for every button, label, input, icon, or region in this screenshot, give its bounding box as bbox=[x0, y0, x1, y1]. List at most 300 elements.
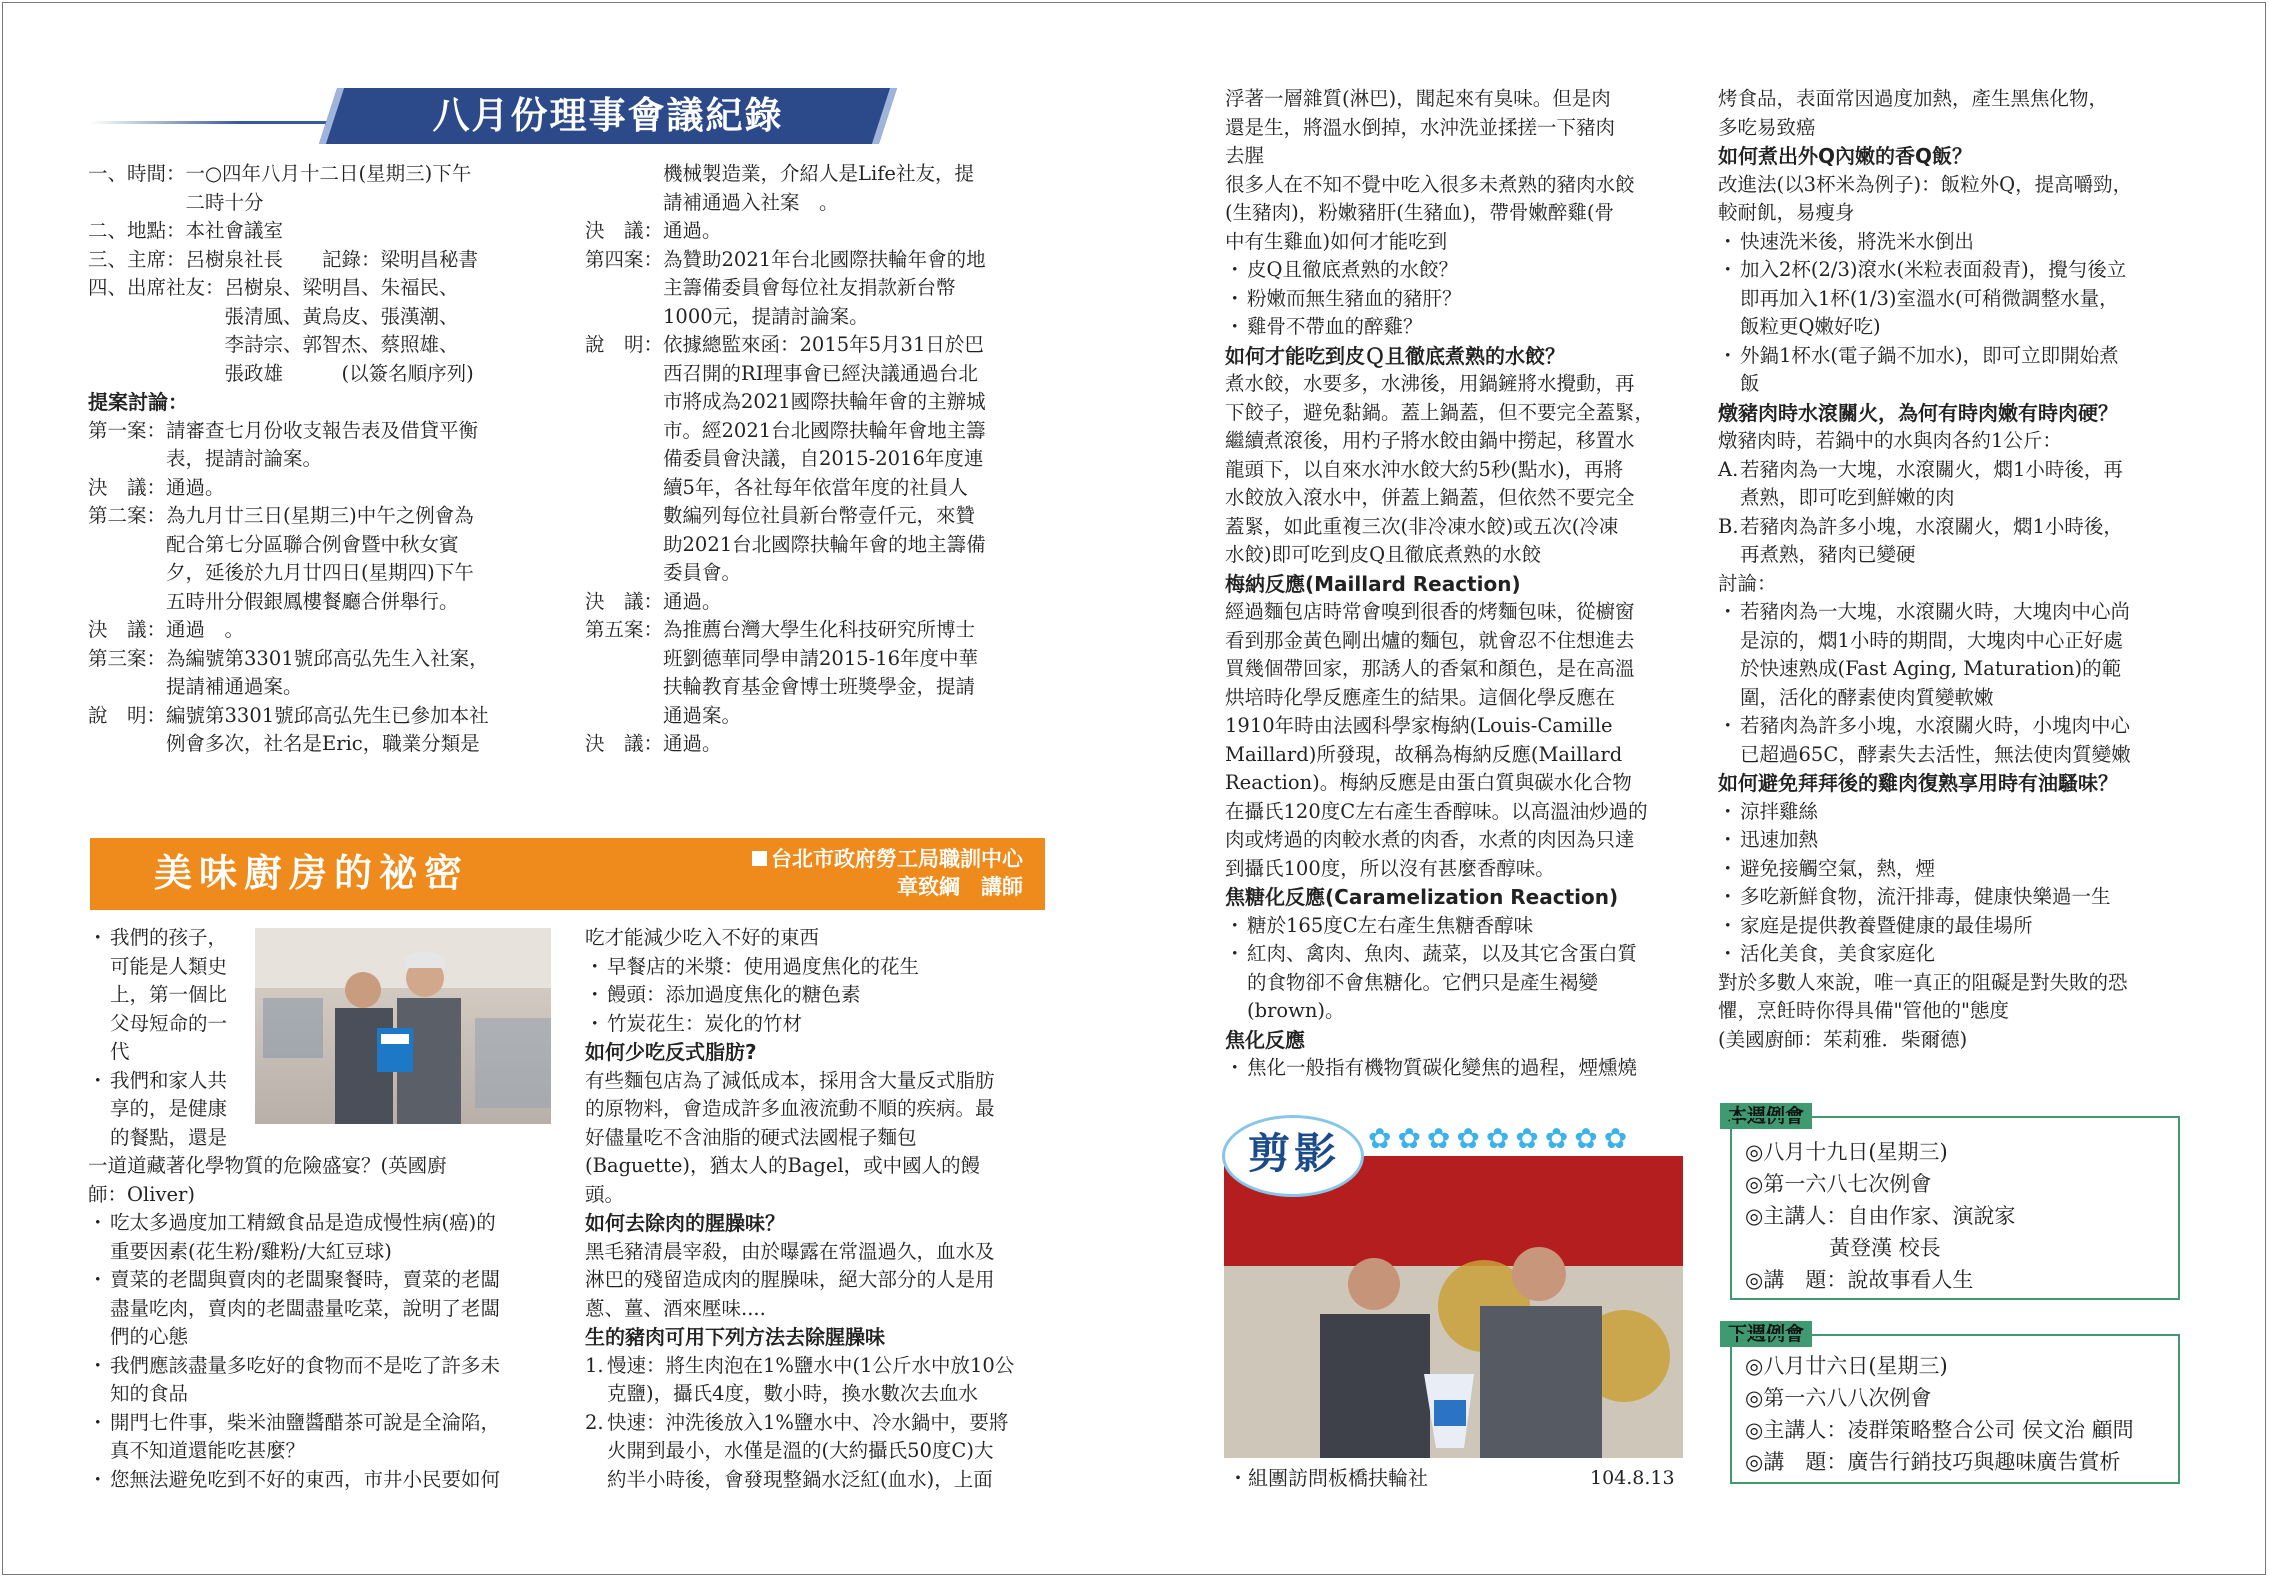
bullet-marker: ・ bbox=[1225, 1056, 1245, 1079]
item-label: 決 議： bbox=[585, 219, 664, 242]
minutes-item bbox=[88, 246, 563, 275]
item-text bbox=[607, 1010, 1047, 1039]
text-line: 享的，是健康 bbox=[110, 1097, 228, 1120]
text-line: 皮Q且徹底煮熟的水餃？ bbox=[1247, 258, 1458, 281]
text-line: 雞骨不帶血的醉雞？ bbox=[1247, 315, 1423, 338]
text-item bbox=[1718, 598, 2183, 712]
lecturer: 章致綱 講師 bbox=[897, 875, 1023, 899]
section-heading: 如何去除肉的腥臊味？ bbox=[585, 1211, 785, 1235]
item-line: 為贊助2021年台北國際扶輪年會的地 bbox=[663, 247, 986, 271]
text-item bbox=[1225, 256, 1685, 285]
item-line: 呂樹泉社長 記錄：梁明昌秘書 bbox=[185, 247, 479, 271]
text-line: 改進法(以3杯米為例子)：飯粒外Q，提高嚼勁， bbox=[1718, 172, 2133, 196]
item-text bbox=[1247, 1054, 1685, 1083]
text-line: 吃才能減少吃入不好的東西 bbox=[585, 926, 820, 949]
item-text bbox=[585, 1067, 1047, 1210]
text-line: 糖於165度C左右產生焦糖香醇味 bbox=[1247, 913, 1534, 937]
text-line: 浮著一層雜質(淋巴)，聞起來有臭味。但是肉 bbox=[1225, 87, 1611, 110]
text-item bbox=[1718, 712, 2183, 769]
text-line: 我們和家人共 bbox=[110, 1068, 228, 1092]
text-line: 煮熟，即可吃到鮮嫩的肉 bbox=[1740, 486, 1955, 509]
this-week-box bbox=[1730, 1116, 2180, 1300]
item-line: 請補通過入社案 。 bbox=[663, 190, 839, 214]
item-text bbox=[1247, 256, 1685, 285]
text-line: 頭。 bbox=[585, 1182, 625, 1206]
visit-photo-drawing bbox=[1224, 1156, 1683, 1458]
text-line: 飯粒更Q嫩好吃) bbox=[1740, 315, 1881, 338]
event-line: ◎主講人：凌群策略整合公司 侯文治 顧問 bbox=[1745, 1418, 2134, 1442]
section-heading: 如何避免拜拜後的雞肉復熟享用時有油騷味？ bbox=[1718, 771, 2118, 795]
event-line: ◎八月十九日(星期三) bbox=[1745, 1140, 1948, 1164]
item-text bbox=[1225, 598, 1685, 883]
item-text bbox=[1225, 85, 1685, 171]
item-value bbox=[166, 702, 563, 759]
text-line: 烘培時化學反應產生的結果。這個化學反應在 bbox=[1225, 685, 1616, 709]
text-line: 於快速熟成(Fast Aging, Maturation)的範 bbox=[1740, 657, 2122, 680]
text-line: 烤食品，表面常因過度加熱，產生黑焦化物， bbox=[1718, 87, 2109, 110]
text-line: 若豬肉為許多小塊，水滾關火，燜1小時後， bbox=[1740, 514, 2123, 538]
item-line: 配合第七分區聯合例會暨中秋女賓 bbox=[166, 532, 459, 556]
bullet-marker: ・ bbox=[88, 1068, 108, 1092]
item-text bbox=[110, 1209, 553, 1266]
text-item bbox=[1718, 85, 2183, 142]
item-text bbox=[1740, 513, 2183, 570]
minutes-item bbox=[88, 217, 563, 246]
item-value bbox=[663, 331, 1047, 588]
minutes-item bbox=[585, 616, 1047, 730]
item-line: 機械製造業，介紹人是Life社友，提 bbox=[663, 162, 974, 185]
item-line: 市。經2021台北國際扶輪年會地主籌 bbox=[663, 418, 986, 442]
item-label: 第五案： bbox=[585, 618, 664, 641]
minutes-item bbox=[88, 616, 563, 645]
item-text bbox=[1740, 826, 2183, 855]
text-line: 有些麵包店為了減低成本，採用含大量反式脂肪 bbox=[585, 1068, 995, 1092]
item-label: 決 議： bbox=[88, 475, 167, 499]
text-line: 快速：沖洗後放入1%鹽水中、冷水鍋中，要將 bbox=[607, 1410, 1009, 1434]
text-line: 我們的孩子， bbox=[110, 926, 228, 949]
item-text bbox=[1718, 171, 2183, 228]
event-line: ◎主講人：自由作家、演說家 bbox=[1745, 1204, 2016, 1228]
bullet-marker: ・ bbox=[88, 1268, 108, 1291]
text-line: 的餐點，還是 bbox=[110, 1125, 228, 1149]
section-heading: 如何少吃反式脂肪? bbox=[585, 1040, 757, 1064]
text-line: 知的食品 bbox=[110, 1382, 189, 1405]
text-item bbox=[585, 953, 1047, 982]
text-item bbox=[1225, 85, 1685, 171]
item-label: 第四案： bbox=[585, 247, 664, 271]
text-line: (Baguette)，猶太人的Bagel，或中國人的饅 bbox=[585, 1154, 981, 1177]
minutes-item bbox=[585, 217, 1047, 246]
text-line: 上，第一個比 bbox=[110, 983, 228, 1006]
item-text bbox=[1740, 912, 2183, 941]
text-item bbox=[1225, 285, 1685, 314]
text-item bbox=[1718, 855, 2183, 884]
text-line: 很多人在不知不覺中吃入很多未煮熟的豬肉水餃 bbox=[1225, 172, 1635, 196]
text-item bbox=[1718, 513, 2183, 570]
bullet-marker: ・ bbox=[1718, 856, 1738, 880]
text-item bbox=[1718, 228, 2183, 257]
item-label: 說 明： bbox=[585, 333, 664, 356]
text-line: 1910年時由法國科學家梅納(Louis-Camille bbox=[1225, 714, 1613, 737]
text-line: 在攝氏120度C左右產生香醇味。以高溫油炒過的 bbox=[1225, 799, 1648, 823]
item-text bbox=[1225, 370, 1685, 570]
text-item bbox=[585, 1409, 1047, 1495]
text-line: 若豬肉為許多小塊，水滾關火時，小塊肉中心 bbox=[1740, 714, 2131, 737]
item-line: 通過案。 bbox=[663, 703, 742, 727]
item-label: 說 明： bbox=[88, 703, 167, 727]
minutes-left-column bbox=[88, 160, 563, 759]
item-label: 三、主席： bbox=[88, 247, 186, 271]
text-item bbox=[1718, 1026, 2183, 1055]
item-label: 一、時間： bbox=[88, 162, 186, 185]
text-line: 再煮熟，豬肉已變硬 bbox=[1740, 543, 1916, 566]
item-line: 二時十分 bbox=[185, 190, 264, 214]
text-item bbox=[1718, 940, 2183, 969]
text-line: 淋巴的殘留造成肉的腥臊味，絕大部分的人是用 bbox=[585, 1268, 995, 1291]
item-value bbox=[186, 160, 563, 217]
text-item bbox=[1718, 342, 2183, 399]
item-text bbox=[607, 1352, 1047, 1409]
text-item bbox=[585, 1238, 1047, 1324]
item-line: 編號第3301號邱高弘先生已參加本社 bbox=[166, 703, 489, 727]
text-line: 紅肉、禽肉、魚肉、蔬菜，以及其它含蛋白質 bbox=[1247, 942, 1638, 965]
minutes-item bbox=[585, 331, 1047, 588]
item-line: 張政雄 (以簽名順序列) bbox=[224, 361, 474, 385]
text-item bbox=[1718, 798, 2183, 827]
text-item bbox=[88, 1067, 248, 1153]
minutes-item bbox=[88, 417, 563, 474]
item-line: 夕，延後於九月廿四日(星期四)下午 bbox=[166, 561, 474, 584]
item-value bbox=[166, 645, 563, 702]
text-item bbox=[88, 924, 248, 1067]
item-text bbox=[607, 981, 1047, 1010]
text-line: 中有生雞血)如何才能吃到 bbox=[1225, 229, 1448, 253]
bullet-marker: ・ bbox=[1225, 942, 1245, 965]
text-line: 您無法避免吃到不好的東西，市井小民要如何 bbox=[110, 1467, 501, 1491]
text-item bbox=[1718, 570, 2183, 599]
text-line: 約半小時後，會發現整鍋水泛紅(血水)，上面 bbox=[607, 1467, 993, 1491]
text-item bbox=[1225, 598, 1685, 883]
item-line: 為編號第3301號邱高弘先生入社案， bbox=[166, 646, 489, 670]
text-line: 到攝氏100度，所以沒有甚麼香醇味。 bbox=[1225, 856, 1555, 880]
event-line: 黃登漢 校長 bbox=[1745, 1236, 1941, 1260]
item-line: 市將成為2021國際扶輪年會的主辦城 bbox=[663, 390, 986, 413]
text-line: 若豬肉為一大塊，水滾關火時，大塊肉中心尚 bbox=[1740, 600, 2131, 623]
item-line: 通過。 bbox=[663, 589, 722, 613]
minutes-item bbox=[88, 474, 563, 503]
text-item bbox=[1718, 171, 2183, 228]
item-line: 呂樹泉、梁明昌、朱福民、 bbox=[224, 276, 459, 299]
item-value bbox=[663, 246, 1047, 332]
item-value bbox=[663, 160, 1047, 217]
item-label: 四、出席社友： bbox=[88, 276, 225, 299]
text-line: 吃太多過度加工精緻食品是造成慢性病(癌)的 bbox=[110, 1211, 496, 1234]
bullet-marker: ・ bbox=[88, 1410, 108, 1434]
item-text bbox=[1740, 456, 2183, 513]
item-text bbox=[110, 1352, 553, 1409]
item-label: 第一案： bbox=[88, 418, 167, 442]
item-text bbox=[1740, 228, 2183, 257]
text-line: 繼續煮滾後，用杓子將水餃由鍋中撈起，移置水 bbox=[1225, 429, 1635, 452]
item-value bbox=[166, 616, 563, 645]
photo-badge-text: 剪影 bbox=[1248, 1129, 1341, 1178]
page-title: 八月份理事會議紀錄 bbox=[432, 94, 784, 137]
kitchen-col2 bbox=[585, 924, 1047, 1494]
text-line: 多吃新鮮食物，流汗排毒，健康快樂過一生 bbox=[1740, 885, 2111, 908]
text-line: 還是生，將溫水倒掉，水沖洗並揉搓一下豬肉 bbox=[1225, 115, 1616, 139]
text-item bbox=[585, 924, 1047, 953]
bullet-marker: ・ bbox=[1718, 942, 1738, 965]
photo-caption: ・組團訪問板橋扶輪社 bbox=[1228, 1466, 1428, 1490]
item-line: 通過 。 bbox=[166, 618, 245, 641]
text-line: 懼，烹飪時你得具備"管他的"態度 bbox=[1718, 999, 2009, 1022]
text-line: 早餐店的米漿：使用過度焦化的花生 bbox=[607, 954, 920, 978]
item-line: 扶輪教育基金會博士班獎學金，提請 bbox=[663, 675, 976, 698]
text-item bbox=[88, 1152, 553, 1209]
item-line: 五時卅分假銀鳳樓餐廳合併舉行。 bbox=[166, 589, 459, 613]
kitchen-source bbox=[752, 845, 1023, 901]
next-week-tag: 下週例會 bbox=[1720, 1321, 1812, 1347]
text-item bbox=[1225, 370, 1685, 570]
item-line: 主籌備委員會每位社友捐款新台幣 bbox=[663, 276, 956, 299]
text-line: 家庭是提供教養暨健康的最佳場所 bbox=[1740, 913, 2033, 937]
text-line: 代 bbox=[110, 1040, 130, 1063]
text-item bbox=[88, 1266, 553, 1352]
minutes-title-bar bbox=[90, 88, 810, 144]
item-line: 委員會。 bbox=[663, 561, 742, 584]
text-line: 經過麵包店時常會嗅到很香的烤麵包味，從櫥窗 bbox=[1225, 600, 1635, 623]
text-line: 煮水餃，水要多，水沸後，用鍋鏟將水攪動，再 bbox=[1225, 372, 1635, 395]
item-line: 請審查七月份收支報告表及借貸平衡 bbox=[166, 418, 479, 442]
text-line: 水餃)即可吃到皮Q且徹底煮熟的水餃 bbox=[1225, 543, 1542, 566]
item-line: 為推薦台灣大學生化科技研究所博士 bbox=[663, 618, 976, 641]
item-text bbox=[607, 953, 1047, 982]
minutes-item bbox=[585, 588, 1047, 617]
bullet-marker: ・ bbox=[1225, 286, 1245, 310]
text-line: 討論： bbox=[1718, 571, 1777, 595]
item-text bbox=[1740, 940, 2183, 969]
text-item bbox=[585, 1067, 1047, 1210]
item-text bbox=[1718, 85, 2183, 142]
text-line: 饅頭：添加過度焦化的糖色素 bbox=[607, 983, 861, 1006]
bullet-marker: ・ bbox=[585, 954, 605, 978]
text-item bbox=[1718, 826, 2183, 855]
section-heading: 焦糖化反應(Caramelization Reaction) bbox=[1225, 885, 1619, 909]
bullet-marker: ・ bbox=[1718, 885, 1738, 908]
item-text bbox=[1225, 171, 1685, 257]
text-line: 外鍋1杯水(電子鍋不加水)，即可立即開始煮 bbox=[1740, 343, 2119, 367]
item-text bbox=[1740, 712, 2183, 769]
event-line: ◎第一六八七次例會 bbox=[1745, 1172, 1932, 1196]
text-line: 買幾個帶回家，那誘人的香氣和顏色，是在高溫 bbox=[1225, 657, 1635, 680]
text-line: 竹炭花生：炭化的竹材 bbox=[607, 1011, 803, 1035]
text-line: 師：Oliver) bbox=[88, 1182, 195, 1206]
item-line: 通過。 bbox=[663, 219, 722, 242]
minutes-item bbox=[88, 645, 563, 702]
text-line: 火開到最小，水僅是溫的(大約攝氏50度C)大 bbox=[607, 1439, 994, 1462]
item-line: 表，提請討論案。 bbox=[166, 447, 323, 470]
text-item bbox=[585, 981, 1047, 1010]
bullet-marker: 1. bbox=[585, 1353, 604, 1377]
minutes-item bbox=[585, 246, 1047, 332]
kitchen-title: 美味廚房的祕密 bbox=[154, 851, 470, 895]
text-line: Reaction)。梅納反應是由蛋白質與碳水化合物 bbox=[1225, 771, 1632, 794]
item-line: 通過。 bbox=[663, 732, 722, 755]
item-text bbox=[1740, 855, 2183, 884]
article-col3 bbox=[1225, 85, 1685, 1083]
item-text bbox=[110, 924, 248, 1067]
item-text bbox=[1247, 285, 1685, 314]
item-text bbox=[1718, 427, 2183, 456]
item-value bbox=[166, 502, 563, 616]
text-line: 龍頭下，以自來水沖水餃大約5秒(點水)，再將 bbox=[1225, 457, 1624, 481]
item-text bbox=[110, 1466, 553, 1495]
bullet-marker: ・ bbox=[88, 1467, 108, 1491]
flower-decoration-icon: ✿✿✿✿✿✿✿✿✿ bbox=[1368, 1122, 1634, 1155]
item-text bbox=[1247, 940, 1685, 1026]
item-value bbox=[186, 217, 563, 246]
text-item bbox=[88, 1409, 553, 1466]
text-line: 父母短命的一 bbox=[110, 1011, 228, 1035]
item-text bbox=[1718, 1026, 2183, 1055]
minutes-right-column bbox=[585, 160, 1047, 759]
item-label: 決 議： bbox=[88, 618, 167, 641]
text-item bbox=[1225, 171, 1685, 257]
item-label bbox=[585, 160, 663, 217]
bullet-marker: ・ bbox=[1718, 343, 1738, 367]
bullet-marker: ・ bbox=[88, 926, 108, 949]
item-line: 李詩宗、郭智杰、蔡照雄、 bbox=[224, 333, 459, 356]
section-heading: 生的豬肉可用下列方法去除腥臊味 bbox=[585, 1325, 885, 1349]
text-line: 開門七件事，柴米油鹽醬醋茶可說是全淪陷， bbox=[110, 1410, 501, 1434]
title-rule-left bbox=[90, 121, 340, 124]
text-item bbox=[585, 1352, 1047, 1409]
item-label: 二、地點： bbox=[88, 219, 186, 242]
text-item bbox=[1718, 456, 2183, 513]
bullet-marker: ・ bbox=[1225, 258, 1245, 281]
bullet-marker: ・ bbox=[1225, 315, 1245, 338]
text-line: 對於多數人來說，唯一真正的阻礙是對失敗的恐 bbox=[1718, 970, 2128, 994]
bullet-marker: ・ bbox=[1718, 913, 1738, 937]
item-text bbox=[1740, 256, 2183, 342]
text-item bbox=[1225, 940, 1685, 1026]
text-line: 盡量吃肉，賣肉的老闆盡量吃菜，說明了老闆 bbox=[110, 1296, 501, 1320]
item-text bbox=[1718, 969, 2183, 1026]
item-line: 通過。 bbox=[166, 475, 225, 499]
text-line: 的食物卻不會焦糖化。它們只是產生褐變 bbox=[1247, 970, 1599, 994]
text-line: 肉或烤過的肉較水煮的肉香，水煮的肉因為只達 bbox=[1225, 828, 1635, 851]
text-item bbox=[1225, 912, 1685, 941]
text-item bbox=[88, 1209, 553, 1266]
text-item bbox=[88, 1352, 553, 1409]
photo-date: 104.8.13 bbox=[1590, 1467, 1675, 1489]
text-line: 涼拌雞絲 bbox=[1740, 799, 1819, 823]
bullet-marker: ・ bbox=[1718, 714, 1738, 737]
text-line: 燉豬肉時，若鍋中的水與肉各約1公斤： bbox=[1718, 429, 2062, 452]
minutes-item bbox=[585, 160, 1047, 217]
item-value bbox=[663, 730, 1047, 759]
text-line: 們的心態 bbox=[110, 1325, 189, 1348]
section-heading: 梅納反應(Maillard Reaction) bbox=[1225, 571, 1521, 596]
item-text bbox=[1718, 570, 2183, 599]
text-item bbox=[1718, 969, 2183, 1026]
bullet-marker: ・ bbox=[585, 1011, 605, 1035]
bullet-marker: ・ bbox=[1718, 229, 1738, 253]
item-text bbox=[1740, 798, 2183, 827]
text-line: 已超過65C，酵素失去活性，無法使肉質變嫩 bbox=[1740, 742, 2131, 766]
text-line: 多吃易致癌 bbox=[1718, 115, 1816, 139]
item-line: 依據總監來函：2015年5月31日於巴 bbox=[663, 333, 984, 356]
item-line: 例會多次，社名是Eric，職業分類是 bbox=[166, 732, 480, 755]
item-text bbox=[607, 1409, 1047, 1495]
text-line: 的原物料，會造成許多血液流動不順的疾病。最 bbox=[585, 1097, 995, 1120]
item-line: 為九月廿三日(星期三)中午之例會為 bbox=[166, 504, 474, 527]
text-item bbox=[88, 1466, 553, 1495]
square-icon bbox=[752, 851, 767, 866]
item-text bbox=[585, 924, 1047, 953]
item-value bbox=[663, 588, 1047, 617]
text-line: 慢速：將生肉泡在1%鹽水中(1公斤水中放10公 bbox=[607, 1353, 1015, 1377]
item-line: 助2021台北國際扶輪年會的地主籌備 bbox=[663, 532, 986, 556]
section-heading: 如何才能吃到皮Ｑ且徹底煮熟的水餃？ bbox=[1225, 343, 1565, 368]
text-item bbox=[1718, 883, 2183, 912]
item-text bbox=[1740, 598, 2183, 712]
item-line: 西召開的RI理事會已經決議通過台北 bbox=[663, 361, 978, 385]
text-line: 賣菜的老闆與賣肉的老闆聚餐時，賣菜的老闆 bbox=[110, 1268, 501, 1291]
minutes-item bbox=[585, 730, 1047, 759]
text-item bbox=[585, 1010, 1047, 1039]
item-line: 1000元，提請討論案。 bbox=[663, 304, 869, 328]
bullet-marker: A. bbox=[1718, 457, 1739, 481]
text-item bbox=[1225, 313, 1685, 342]
item-label: 決 議： bbox=[585, 732, 664, 755]
text-line: 去腥 bbox=[1225, 144, 1265, 167]
text-line: 圍，活化的酵素使肉質變軟嫩 bbox=[1740, 685, 1994, 709]
minutes-item bbox=[88, 160, 563, 217]
kitchen-col1-bottom bbox=[88, 1152, 553, 1494]
bullet-marker: ・ bbox=[1718, 799, 1738, 823]
text-line: 即再加入1杯(1/3)室溫水(可稍微調整水量， bbox=[1740, 286, 2119, 310]
visit-photo bbox=[1224, 1156, 1683, 1458]
section-heading: 焦化反應 bbox=[1225, 1027, 1305, 1052]
text-line: 一道道藏著化學物質的危險盛宴？(英國廚 bbox=[88, 1154, 447, 1177]
text-line: 快速洗米後，將洗米水倒出 bbox=[1740, 229, 1975, 253]
text-line: 避免接觸空氣，熱，煙 bbox=[1740, 856, 1936, 880]
kitchen-banner bbox=[90, 838, 1045, 910]
item-text bbox=[1740, 883, 2183, 912]
bullet-marker: ・ bbox=[88, 1211, 108, 1234]
item-text bbox=[1740, 342, 2183, 399]
item-label: 決 議： bbox=[585, 589, 664, 613]
text-line: 蓋緊，如此重複三次(非冷凍水餃)或五次(冷凍 bbox=[1225, 514, 1619, 538]
item-text bbox=[1247, 313, 1685, 342]
text-line: 焦化一般指有機物質碳化變焦的過程，煙燻燒 bbox=[1247, 1056, 1638, 1079]
item-text bbox=[110, 1266, 553, 1352]
text-line: 克鹽)，攝氏4度，數小時，換水數次去血水 bbox=[607, 1382, 979, 1405]
bullet-marker: ・ bbox=[1718, 258, 1738, 281]
minutes-item bbox=[88, 274, 563, 388]
item-line: 備委員會決議，自2015-2016年度連 bbox=[663, 447, 984, 470]
section-heading: 提案討論： bbox=[88, 390, 188, 414]
text-line: 蔥、薑、酒來壓味.... bbox=[585, 1296, 766, 1320]
item-value bbox=[663, 217, 1047, 246]
this-week-tag: 本週例會 bbox=[1720, 1103, 1812, 1129]
item-line: 續5年，各社每年依當年度的社員人 bbox=[663, 475, 968, 499]
bullet-marker: ・ bbox=[585, 983, 605, 1006]
item-line: 班劉德華同學申請2015-16年度中華 bbox=[663, 646, 979, 670]
event-line: ◎講 題：說故事看人生 bbox=[1745, 1268, 1974, 1292]
event-line: ◎講 題：廣告行銷技巧與趣味廣告賞析 bbox=[1745, 1450, 2121, 1474]
